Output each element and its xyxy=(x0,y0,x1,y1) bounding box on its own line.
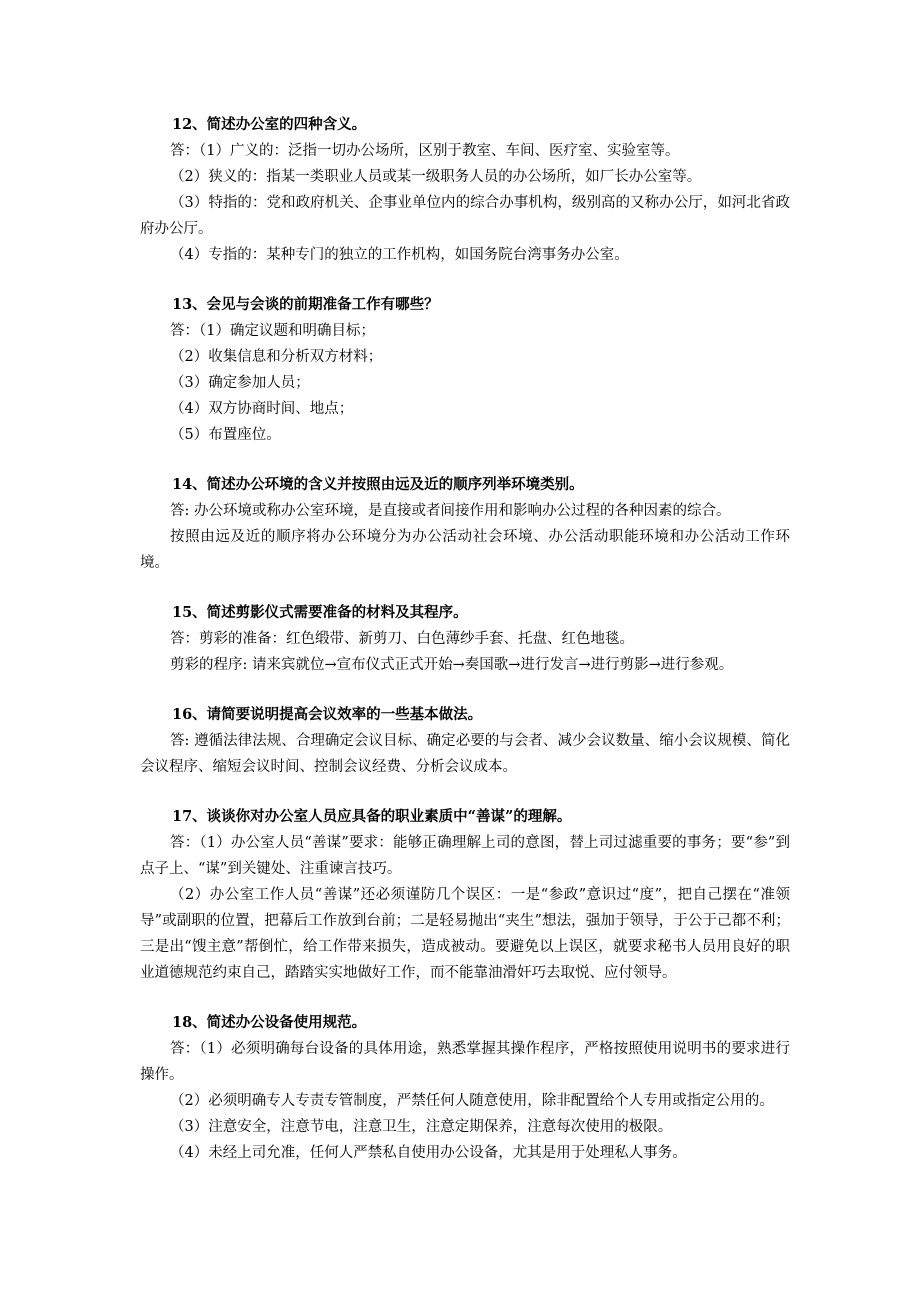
answer-paragraph: 答：剪彩的准备：红色缎带、新剪刀、白色薄纱手套、托盘、红色地毯。 xyxy=(170,631,634,647)
answer-paragraph: 答: 遵循法律法规、合理确定会议目标、确定必要的与会者、减少会议数量、缩小会议规模、简化会议程序、缩短会议时间、控制会议经费、分析会议成本。 xyxy=(140,733,790,775)
question-title: 13、会见与会谈的前期准备工作有哪些？ xyxy=(172,296,439,313)
question-title: 18、简述办公设备使用规范。 xyxy=(172,1014,367,1031)
question-title: 17、谈谈你对办公室人员应具备的职业素质中“善谋”的理解。 xyxy=(172,808,572,825)
answer-paragraph: 答：（1）确定议题和明确目标； xyxy=(170,323,375,339)
question-17 xyxy=(140,804,790,986)
answer-paragraph: 答：（1）办公室人员“善谋”要求：能够正确理解上司的意图，替上司过滤重要的事务；要“参”到点子上、“谋”到关键处、注重谏言技巧。 xyxy=(140,835,790,877)
question-18 xyxy=(140,1010,790,1166)
answer-paragraph: （3）注意安全，注意节电，注意卫生，注意定期保养，注意每次使用的极限。 xyxy=(170,1119,673,1135)
answer-paragraph: 答: 办公环境或称办公室环境，是直接或者间接作用和影响办公过程的各种因素的综合。 xyxy=(170,503,731,519)
answer-paragraph: （2）狭义的：指某一类职业人员或某一级职务人员的办公场所，如厂长办公室等。 xyxy=(170,169,702,185)
answer-paragraph: （4）专指的：某种专门的独立的工作机构，如国务院台湾事务办公室。 xyxy=(170,247,629,263)
answer-paragraph: （2）办公室工作人员“善谋”还必须谨防几个误区：一是“参政”意识过“度”，把自己摆在“准领导”或副职的位置，把幕后工作放到台前；二是轻易抛出“夹生”想法，强加于领导，于公于己都不利；三是出“馊主意”帮倒忙，给工作带来损失，造成被动。要避免以上误区，就要求秘书人员用良好的职业道德规范约束自己，踏踏实实地做好工作，而不能靠油滑奸巧去取悦、应付领导。 xyxy=(140,887,790,981)
answer-paragraph: （2）收集信息和分析双方材料； xyxy=(170,349,383,365)
question-15 xyxy=(140,600,790,678)
answer-paragraph: （2）必须明确专人专责专管制度，严禁任何人随意使用，除非配置给个人专用或指定公用的。 xyxy=(170,1093,774,1109)
answer-paragraph: 答：（1）广义的：泛指一切办公场所，区别于教室、车间、医疗室、实验室等。 xyxy=(170,143,680,159)
answer-paragraph: 答：（1）必须明确每台设备的具体用途，熟悉掌握其操作程序，严格按照使用说明书的要求进行操作。 xyxy=(140,1041,790,1083)
question-title: 16、请简要说明提高会议效率的一些基本做法。 xyxy=(172,706,483,723)
question-title: 12、简述办公室的四种含义。 xyxy=(172,116,367,133)
answer-paragraph: （4）未经上司允准，任何人严禁私自使用办公设备，尤其是用于处理私人事务。 xyxy=(170,1145,687,1161)
answer-paragraph: （5）布置座位。 xyxy=(170,427,281,443)
question-13 xyxy=(140,292,790,448)
question-14 xyxy=(140,472,790,576)
question-12 xyxy=(140,112,790,268)
question-title: 15、简述剪影仪式需要准备的材料及其程序。 xyxy=(172,604,468,621)
answer-paragraph: （3）特指的：党和政府机关、企事业单位内的综合办事机构，级别高的又称办公厅，如河北省政府办公厅。 xyxy=(140,195,790,237)
question-16 xyxy=(140,702,790,780)
question-title: 14、简述办公环境的含义并按照由远及近的顺序列举环境类别。 xyxy=(172,476,584,493)
answer-paragraph: （3）确定参加人员； xyxy=(170,375,310,391)
answer-paragraph: 按照由远及近的顺序将办公环境分为办公活动社会环境、办公活动职能环境和办公活动工作环境。 xyxy=(140,529,790,571)
answer-paragraph: （4）双方协商时间、地点； xyxy=(170,401,354,417)
answer-paragraph: 剪彩的程序: 请来宾就位→宣布仪式正式开始→奏国歌→进行发言→进行剪影→进行参观。 xyxy=(170,657,734,673)
